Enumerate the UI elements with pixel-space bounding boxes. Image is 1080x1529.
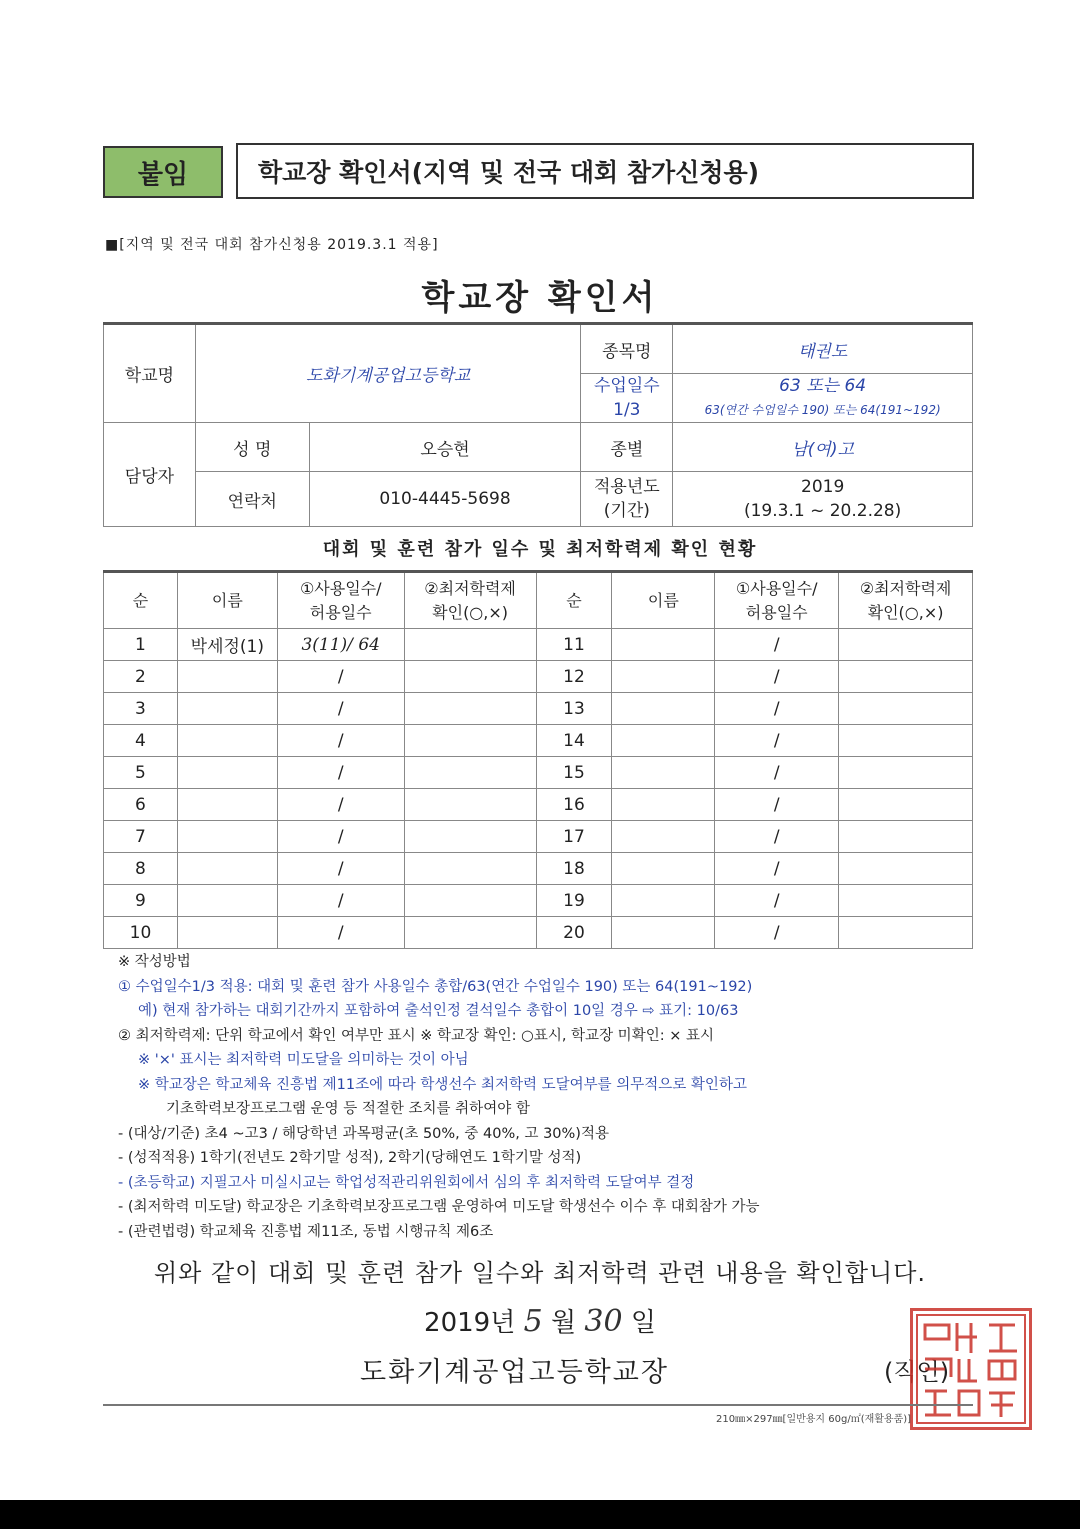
name-value: 오승현 bbox=[309, 423, 581, 472]
sport-value: 태권도 bbox=[673, 324, 973, 374]
row-check-2 bbox=[839, 853, 973, 885]
row-check bbox=[404, 693, 536, 725]
row-num: 2 bbox=[104, 661, 178, 693]
days-value bbox=[673, 374, 973, 423]
row-check bbox=[404, 789, 536, 821]
row-name-2 bbox=[612, 757, 715, 789]
row-days-2: / bbox=[715, 661, 839, 693]
header-num-2: 순 bbox=[536, 572, 612, 629]
table-row bbox=[104, 821, 973, 853]
row-num-2: 16 bbox=[536, 789, 612, 821]
table-row bbox=[104, 757, 973, 789]
header-days-2 bbox=[715, 572, 839, 629]
row-days: / bbox=[277, 821, 404, 853]
row-name-2 bbox=[612, 885, 715, 917]
row-name bbox=[177, 821, 277, 853]
type-label: 종별 bbox=[581, 423, 673, 472]
note-line: - (관련법령) 학교체육 진흥법 제11조, 동법 시행규칙 제6조 bbox=[118, 1223, 494, 1240]
row-num-2: 15 bbox=[536, 757, 612, 789]
year-value bbox=[673, 472, 973, 527]
header-days-line1: ①사용일수/ bbox=[299, 578, 382, 598]
header-num: 순 bbox=[104, 572, 178, 629]
screen-bottom-bar bbox=[0, 1500, 1080, 1529]
applicable-note: ■[지역 및 전국 대회 참가신청용 2019.3.1 적용] bbox=[105, 237, 439, 253]
row-name-2 bbox=[612, 917, 715, 949]
note-line: 기초학력보장프로그램 운영 등 적절한 조치를 취하여야 함 bbox=[166, 1101, 530, 1117]
school-value: 도화기계공업고등학교 bbox=[195, 324, 581, 423]
principal-title: 도화기계공업고등학교장 bbox=[360, 1357, 669, 1388]
year-label-line2: (기간) bbox=[603, 501, 650, 521]
row-check-2 bbox=[839, 885, 973, 917]
note-line: ① 수업일수1/3 적용: 대회 및 훈련 참가 사용일수 총합/63(연간 수업일수 190) 또는 64(191~192) bbox=[118, 978, 753, 995]
row-check-2 bbox=[839, 693, 973, 725]
header-check2-line1: ②최저학력제 bbox=[859, 578, 952, 598]
header-check bbox=[404, 572, 536, 629]
days-label-line1: 수업일수 bbox=[593, 376, 660, 396]
header-check-2 bbox=[839, 572, 973, 629]
date-month: 5 bbox=[523, 1304, 543, 1339]
type-value: 남(여)고 bbox=[673, 423, 973, 472]
days-label bbox=[581, 374, 673, 423]
header-name: 이름 bbox=[177, 572, 277, 629]
row-num: 4 bbox=[104, 725, 178, 757]
year-label bbox=[581, 472, 673, 527]
manager-label: 담당자 bbox=[104, 423, 196, 527]
row-days-2: / bbox=[715, 693, 839, 725]
note-line: - (성적적용) 1학기(전년도 2학기말 성적), 2학기(당해연도 1학기말 성적) bbox=[118, 1150, 582, 1166]
row-check-2 bbox=[839, 821, 973, 853]
note-line: - (대상/기준) 초4 ~고3 / 해당학년 과목평균(초 50%, 중 40%, 고 30%)적용 bbox=[118, 1125, 609, 1142]
row-days: / bbox=[277, 725, 404, 757]
row-check bbox=[404, 885, 536, 917]
note-line: ※ 학교장은 학교체육 진흥법 제11조에 따라 학생선수 최저학력 도달여부를 의무적으로 확인하고 bbox=[138, 1076, 747, 1093]
note-line: ※ 작성방법 bbox=[118, 954, 191, 970]
row-name bbox=[177, 853, 277, 885]
row-name-2 bbox=[612, 821, 715, 853]
row-name-2 bbox=[612, 661, 715, 693]
row-name: 박세정(1) bbox=[177, 629, 277, 661]
row-name bbox=[177, 789, 277, 821]
name-label: 성 명 bbox=[195, 423, 309, 472]
row-check bbox=[404, 725, 536, 757]
row-days: / bbox=[277, 757, 404, 789]
contact-label: 연락처 bbox=[195, 472, 309, 527]
date-year: 2019년 bbox=[424, 1308, 516, 1338]
table-row bbox=[104, 629, 973, 661]
header-days bbox=[277, 572, 404, 629]
header-name-2: 이름 bbox=[612, 572, 715, 629]
row-name bbox=[177, 693, 277, 725]
row-check-2 bbox=[839, 757, 973, 789]
row-days: / bbox=[277, 661, 404, 693]
row-check bbox=[404, 757, 536, 789]
row-num-2: 13 bbox=[536, 693, 612, 725]
row-num: 9 bbox=[104, 885, 178, 917]
row-num-2: 20 bbox=[536, 917, 612, 949]
note-line: - (초등학교) 지필고사 미실시교는 학업성적관리위원회에서 심의 후 최저학력 도달여부 결정 bbox=[118, 1174, 695, 1191]
writing-instructions bbox=[118, 950, 978, 1244]
row-name-2 bbox=[612, 629, 715, 661]
row-check-2 bbox=[839, 789, 973, 821]
row-check bbox=[404, 917, 536, 949]
row-days-2: / bbox=[715, 789, 839, 821]
row-name bbox=[177, 917, 277, 949]
table-row bbox=[104, 725, 973, 757]
row-name bbox=[177, 885, 277, 917]
row-check bbox=[404, 821, 536, 853]
row-name bbox=[177, 757, 277, 789]
row-num-2: 11 bbox=[536, 629, 612, 661]
row-num: 7 bbox=[104, 821, 178, 853]
header-days2-line2: 허용일수 bbox=[745, 602, 808, 622]
row-check-2 bbox=[839, 661, 973, 693]
attachment-tag: 붙임 bbox=[103, 146, 223, 198]
note-line: ② 최저학력제: 단위 학교에서 확인 여부만 표시 ※ 학교장 확인: ○표시, 학교장 미확인: × 표시 bbox=[118, 1027, 714, 1044]
row-num: 5 bbox=[104, 757, 178, 789]
row-num-2: 12 bbox=[536, 661, 612, 693]
row-num: 3 bbox=[104, 693, 178, 725]
table-row bbox=[104, 693, 973, 725]
row-check bbox=[404, 629, 536, 661]
table-header-row bbox=[104, 572, 973, 629]
row-days-2: / bbox=[715, 885, 839, 917]
row-num-2: 19 bbox=[536, 885, 612, 917]
header-check-line2: 확인(○,×) bbox=[432, 602, 509, 622]
row-name-2 bbox=[612, 853, 715, 885]
row-days: / bbox=[277, 789, 404, 821]
table-row bbox=[104, 885, 973, 917]
header-title: 학교장 확인서(지역 및 전국 대회 참가신청용) bbox=[236, 143, 974, 199]
row-days-2: / bbox=[715, 725, 839, 757]
row-days: 3(11)/ 64 bbox=[277, 629, 404, 661]
row-days: / bbox=[277, 885, 404, 917]
confirmation-statement: 위와 같이 대회 및 훈련 참가 일수와 최저학력 관련 내용을 확인합니다. bbox=[153, 1259, 927, 1287]
row-days: / bbox=[277, 853, 404, 885]
row-name-2 bbox=[612, 693, 715, 725]
row-num: 6 bbox=[104, 789, 178, 821]
row-num-2: 18 bbox=[536, 853, 612, 885]
date-month-unit: 월 bbox=[550, 1308, 577, 1338]
days-value-line2: 63(연간 수업일수 190) 또는 64(191~192) bbox=[704, 403, 941, 417]
row-days-2: / bbox=[715, 853, 839, 885]
header-days2-line1: ①사용일수/ bbox=[735, 578, 818, 598]
row-days-2: / bbox=[715, 917, 839, 949]
seal-label: (직인) bbox=[884, 1358, 950, 1386]
row-check-2 bbox=[839, 917, 973, 949]
header-days-line2: 허용일수 bbox=[309, 602, 372, 622]
row-num: 1 bbox=[104, 629, 178, 661]
row-days: / bbox=[277, 917, 404, 949]
row-check-2 bbox=[839, 629, 973, 661]
header-check-line1: ②최저학력제 bbox=[424, 578, 516, 598]
row-num: 8 bbox=[104, 853, 178, 885]
row-name bbox=[177, 725, 277, 757]
table-row bbox=[104, 853, 973, 885]
row-check bbox=[404, 661, 536, 693]
table-row bbox=[104, 661, 973, 693]
date-day: 30 bbox=[584, 1304, 623, 1339]
row-name-2 bbox=[612, 725, 715, 757]
row-num: 10 bbox=[104, 917, 178, 949]
page-title: 학교장 확인서 bbox=[421, 278, 659, 318]
school-label: 학교명 bbox=[104, 324, 196, 423]
row-check-2 bbox=[839, 725, 973, 757]
info-table bbox=[103, 322, 973, 527]
year-value-line2: (19.3.1 ~ 20.2.28) bbox=[743, 501, 902, 521]
official-seal-icon bbox=[910, 1308, 1032, 1430]
header-check2-line2: 확인(○,×) bbox=[867, 602, 944, 622]
note-line: - (최저학력 미도달) 학교장은 기초학력보장프로그램 운영하여 미도달 학생선수 이수 후 대회참가 가능 bbox=[118, 1199, 760, 1215]
row-days-2: / bbox=[715, 821, 839, 853]
table-row bbox=[104, 917, 973, 949]
row-num-2: 14 bbox=[536, 725, 612, 757]
row-name-2 bbox=[612, 789, 715, 821]
table-row bbox=[104, 789, 973, 821]
participation-table bbox=[103, 570, 973, 949]
row-num-2: 17 bbox=[536, 821, 612, 853]
days-label-line2: 1/3 bbox=[613, 400, 641, 420]
note-line: ※ '×' 표시는 최저학력 미도달을 의미하는 것이 아님 bbox=[138, 1052, 469, 1068]
row-name bbox=[177, 661, 277, 693]
paper-spec-footer: 210㎜×297㎜[일반용지 60g/㎡(재활용품)] bbox=[716, 1414, 912, 1425]
note-line: 예) 현재 참가하는 대회기간까지 포함하여 출석인정 결석일수 총합이 10일 경우 ⇨ 표기: 10/63 bbox=[138, 1003, 739, 1019]
footer-divider bbox=[103, 1404, 973, 1406]
row-days: / bbox=[277, 693, 404, 725]
row-days-2: / bbox=[715, 757, 839, 789]
contact-value: 010-4445-5698 bbox=[309, 472, 581, 527]
year-value-line1: 2019 bbox=[801, 477, 845, 497]
status-title: 대회 및 훈련 참가 일수 및 최저학력제 확인 현황 bbox=[322, 539, 758, 560]
row-days-2: / bbox=[715, 629, 839, 661]
date-day-unit: 일 bbox=[630, 1308, 656, 1338]
sport-label: 종목명 bbox=[581, 324, 673, 374]
days-value-line1: 63 또는 64 bbox=[779, 376, 867, 396]
year-label-line1: 적용년도 bbox=[593, 477, 660, 497]
row-check bbox=[404, 853, 536, 885]
